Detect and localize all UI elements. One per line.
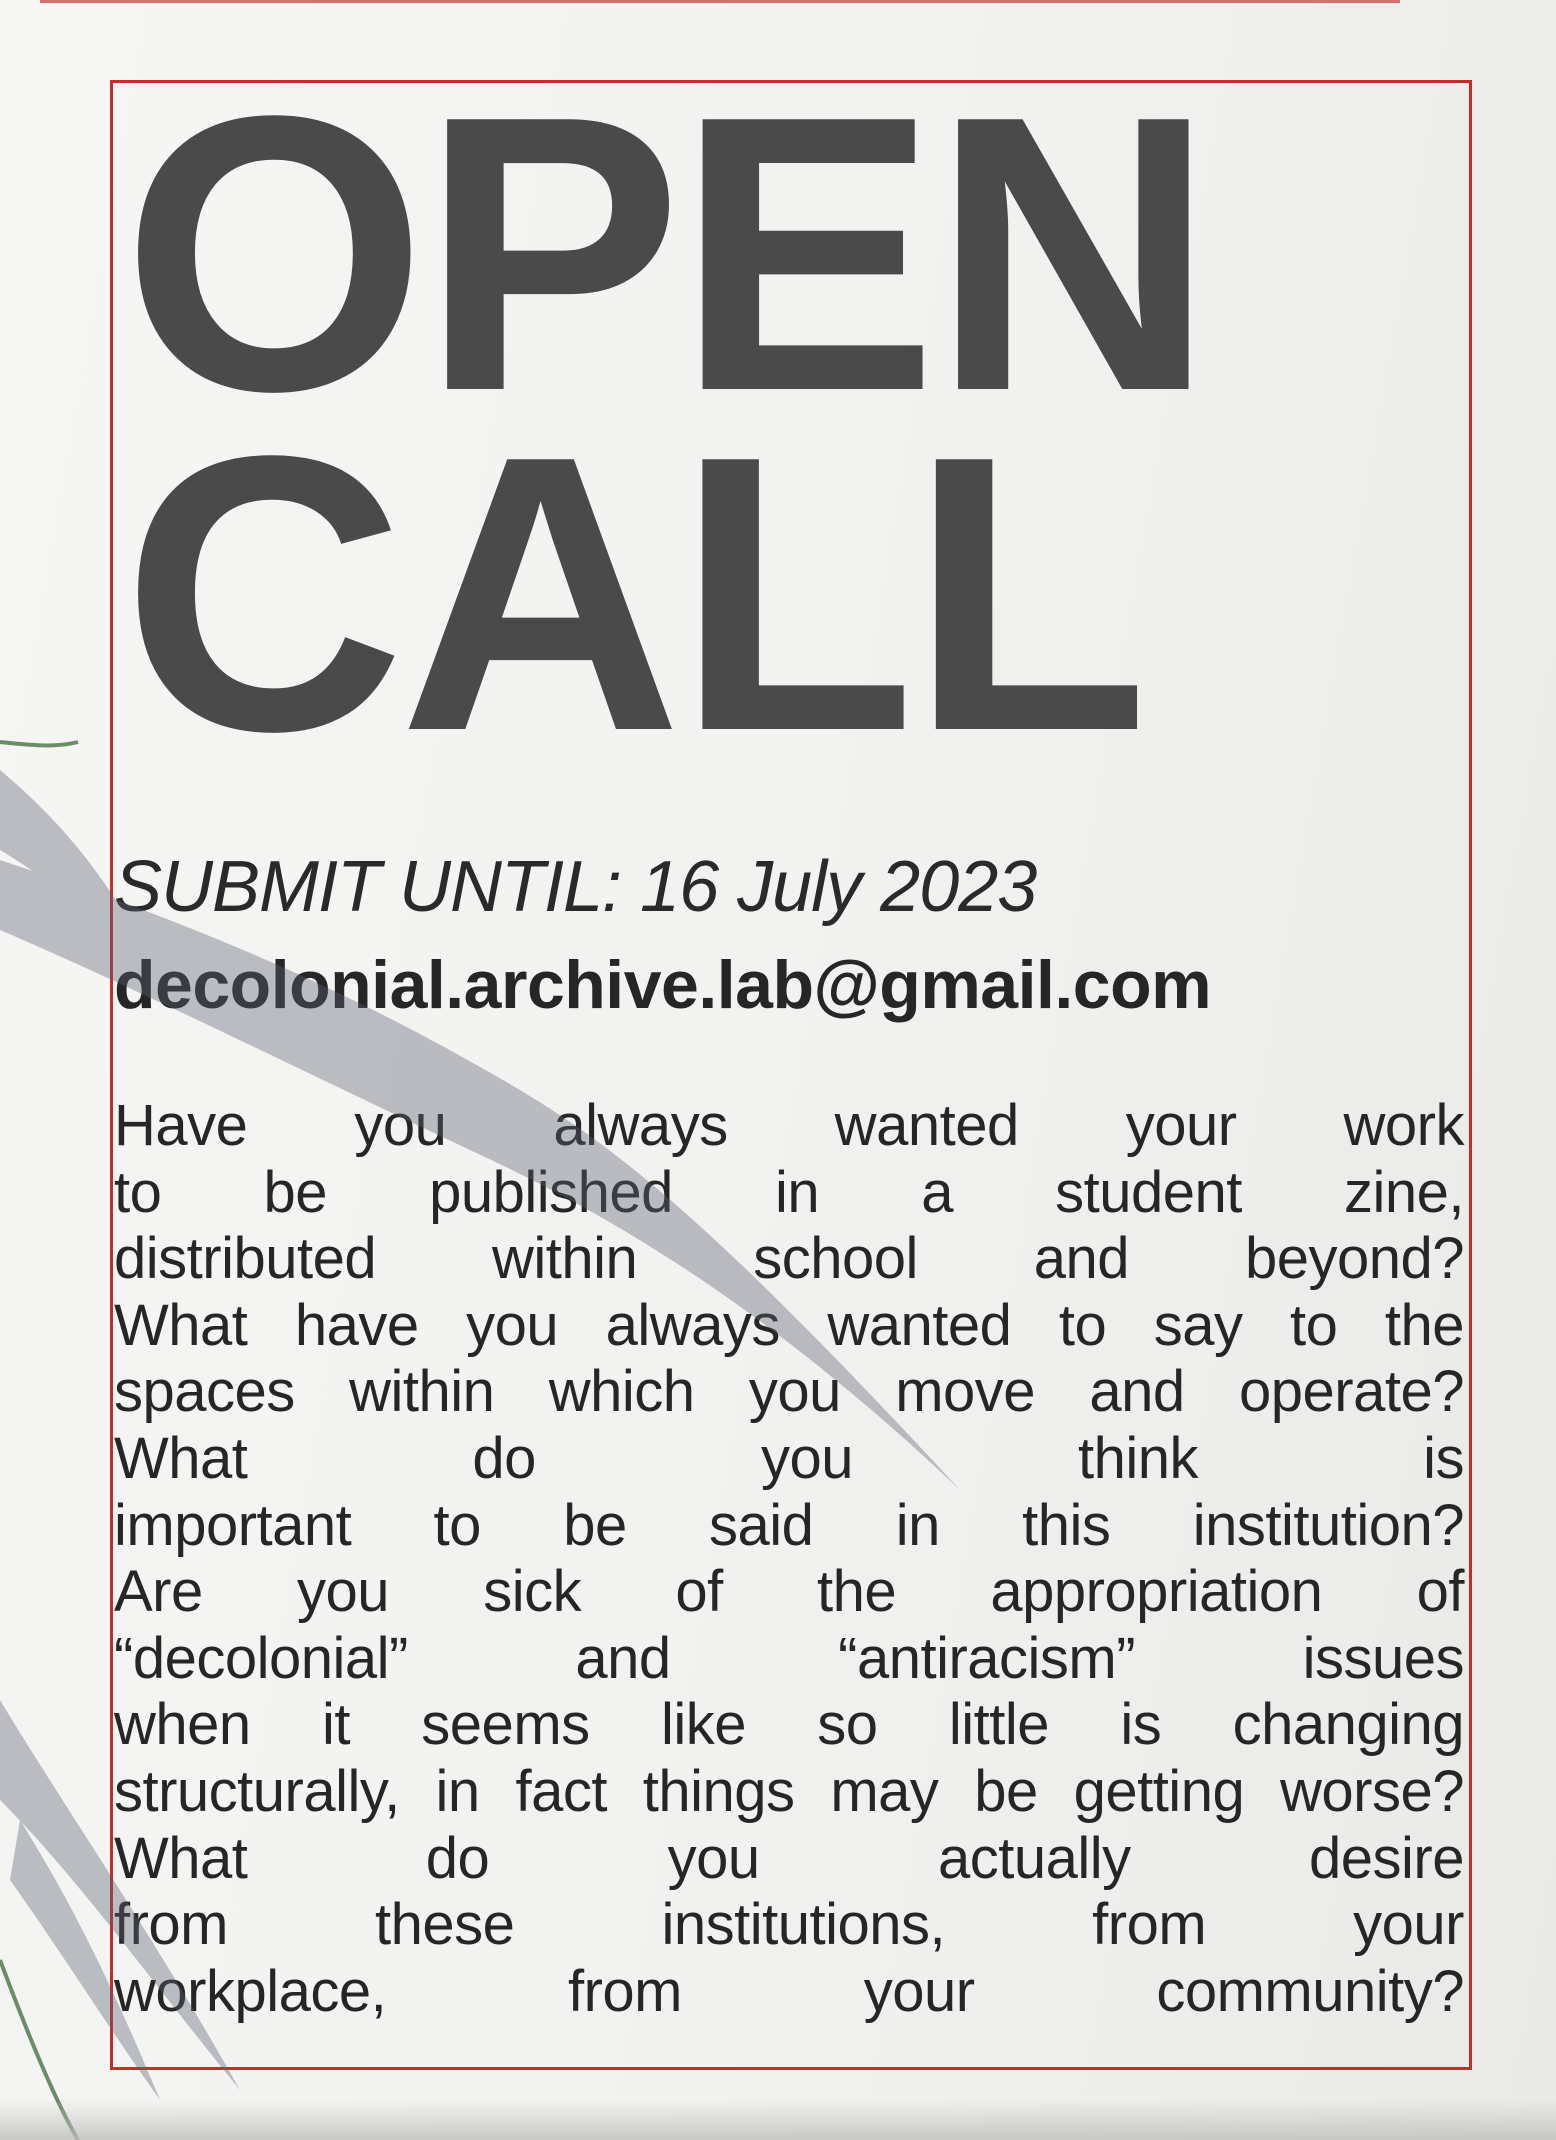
body-line: to be published in a student zine, xyxy=(114,1159,1464,1225)
contact-email: decolonial.archive.lab@gmail.com xyxy=(114,947,1212,1023)
submission-deadline: SUBMIT UNTIL: 16 July 2023 xyxy=(114,847,1037,927)
bottom-shadow xyxy=(0,2100,1556,2140)
headline-open: OPEN xyxy=(122,35,1209,473)
body-line: What do you think is xyxy=(114,1425,1464,1491)
body-line: spaces within which you move and operate? xyxy=(114,1359,1464,1425)
body-line: What have you always wanted to say to the xyxy=(114,1292,1464,1358)
body-line: Have you always wanted your work xyxy=(114,1093,1464,1158)
body-line: Are you sick of the appropriation of xyxy=(114,1559,1464,1625)
body-paragraph xyxy=(114,1093,1464,2025)
body-line: from these institutions, from your xyxy=(114,1892,1464,1958)
body-line: “decolonial” and “antiracism” issues xyxy=(114,1625,1464,1691)
headline-call: CALL xyxy=(122,375,1144,813)
body-line: distributed within school and beyond? xyxy=(114,1226,1464,1292)
body-line: What do you actually desire xyxy=(114,1825,1464,1891)
body-line: when it seems like so little is changing xyxy=(114,1692,1464,1758)
top-red-edge xyxy=(40,0,1400,3)
body-line: structurally, in fact things may be getting worse? xyxy=(114,1758,1464,1824)
body-line: workplace, from your community? xyxy=(114,1958,1464,2024)
body-line: important to be said in this institution? xyxy=(114,1492,1464,1558)
